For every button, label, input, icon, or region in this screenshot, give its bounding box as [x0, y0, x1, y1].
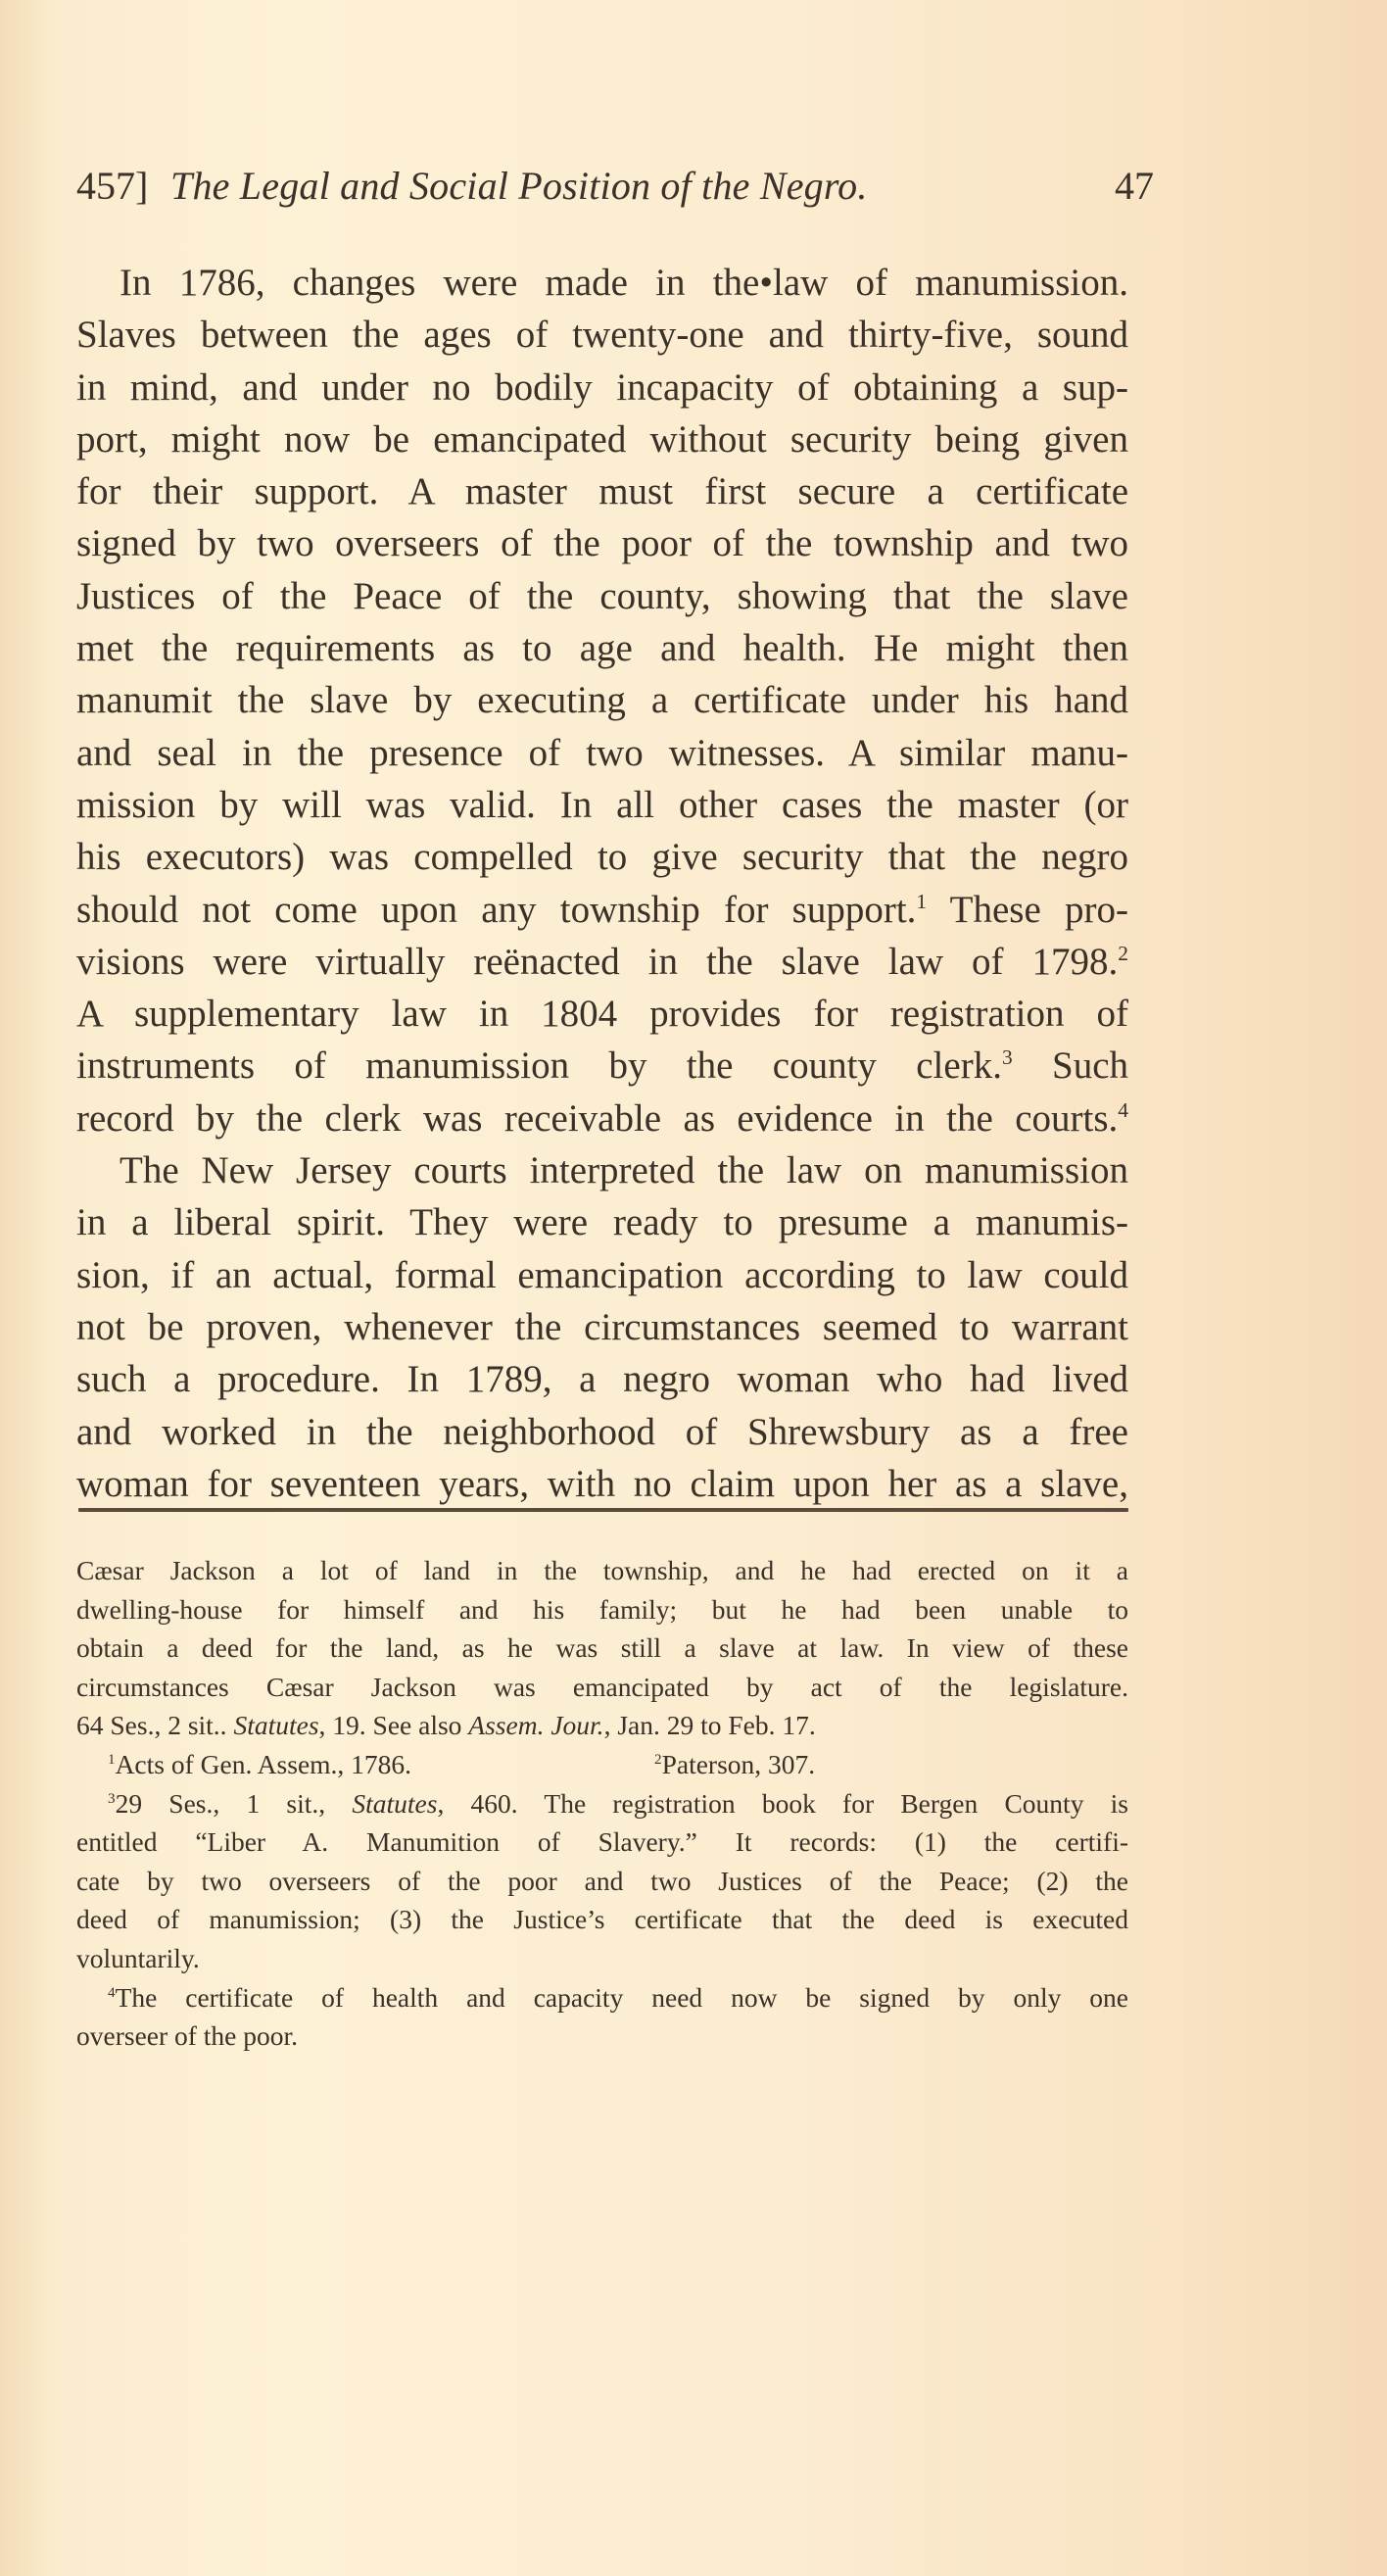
body-line: instruments of manumission by the county clerk.$^3$ Such — [76, 1045, 1128, 1088]
footnote-line: circumstances Cæsar Jackson was emancipated by act of the legislature. — [76, 1671, 1128, 1702]
body-line: and seal in the presence of two witnesses. A similar manu- — [76, 731, 1128, 774]
footnote-line: overseer of the poor. — [76, 2020, 299, 2052]
body-line: such a procedure. In 1789, a negro woman who had lived — [76, 1358, 1128, 1401]
body-line: Slaves between the ages of twenty-one and thirty-five, sound — [76, 314, 1128, 357]
footnote-ref[interactable]: 3 — [1001, 1045, 1013, 1070]
body-line: for their support. A master must first secure a certificate — [76, 470, 1128, 513]
footnote-ref[interactable]: 4 — [1118, 1097, 1128, 1122]
body-line: should not come upon any township for support.$^1$ These pro- — [76, 888, 1128, 931]
footnote-marker: 2 — [654, 1751, 662, 1768]
footnote-citation: 64 Ses., 2 sit.. Statutes, 19. See also Assem. Jour., Jan. 29 to Feb. 17. — [76, 1710, 816, 1741]
footnote-line: entitled “Liber A. Manumition of Slavery.” It records: (1) the certifi- — [76, 1826, 1128, 1858]
footnote-2: $^2$Paterson, 307. — [654, 1748, 816, 1779]
body-line: signed by two overseers of the poor of the township and two — [76, 522, 1128, 565]
footnote-line: deed of manumission; (3) the Justice’s certificate that the deed is executed — [76, 1904, 1128, 1935]
footnote-ref[interactable]: 2 — [1118, 941, 1128, 965]
footnote-marker: 1 — [108, 1751, 116, 1768]
footnotes — [76, 1551, 1128, 2056]
body-line: Justices of the Peace of the county, showing that the slave — [76, 574, 1128, 617]
body-line: manumit the slave by executing a certificate under his hand — [76, 679, 1128, 722]
body-line: visions were virtually reënacted in the slave law of 1798.$^2$ — [76, 940, 1128, 983]
footnote-marker: 4 — [108, 1984, 116, 2001]
footnote-rule — [78, 1508, 1128, 1512]
body-line: mission by will was valid. In all other cases the master (or — [76, 783, 1128, 826]
running-head — [76, 157, 1154, 216]
footnote-4: $^4$The certificate of health and capacity need now be signed by only one — [108, 1981, 1128, 2013]
body-line: his executors) was compelled to give security that the negro — [76, 836, 1128, 879]
footnote-ref[interactable]: 1 — [916, 889, 928, 913]
body-line: In 1786, changes were made in the•law of manumission. — [120, 262, 1128, 304]
footnote-line: cate by two overseers of the poor and two Justices of the Peace; (2) the — [76, 1865, 1128, 1896]
body-line: and worked in the neighborhood of Shrewsbury as a free — [76, 1410, 1128, 1453]
footnote-line: voluntarily. — [76, 1942, 200, 1973]
footnote-pair — [76, 1745, 1128, 1784]
running-title: The Legal and Social Position of the Negro. — [170, 164, 868, 208]
body-line: A supplementary law in 1804 provides for registration of — [76, 993, 1128, 1036]
page-number: 47 — [1115, 164, 1154, 208]
body-line: in a liberal spirit. They were ready to presume a manumis- — [76, 1201, 1128, 1244]
footnote-line: dwelling-house for himself and his family; but he had been unable to — [76, 1593, 1128, 1625]
footnote-line: Cæsar Jackson a lot of land in the township, and he had erected on it a — [76, 1555, 1128, 1585]
body-line: not be proven, whenever the circumstances seemed to warrant — [76, 1305, 1128, 1348]
body-text — [76, 257, 1128, 1510]
body-line: port, might now be emancipated without security being given — [76, 417, 1128, 461]
body-line: sion, if an actual, formal emancipation according to law could — [76, 1253, 1128, 1296]
footnote-line: obtain a deed for the land, as he was still a slave at law. In view of these — [76, 1632, 1128, 1664]
footnote-marker: 3 — [108, 1790, 116, 1807]
body-line: woman for seventeen years, with no claim upon her as a slave, — [76, 1462, 1128, 1505]
body-line: record by the clerk was receivable as evidence in the courts.$^4$ — [76, 1096, 1128, 1140]
body-line: in mind, and under no bodily incapacity of obtaining a sup- — [76, 365, 1128, 409]
folio-left: 457] — [76, 164, 149, 208]
footnote-1: $^1$Acts of Gen. Assem., 1786. — [108, 1748, 412, 1779]
footnote-3: $^3$29 Ses., 1 sit., Statutes, 460. The registration book for Bergen County is — [108, 1787, 1129, 1819]
body-line: met the requirements as to age and health. He might then — [76, 627, 1128, 670]
body-line: The New Jersey courts interpreted the law on manumission — [120, 1149, 1128, 1192]
